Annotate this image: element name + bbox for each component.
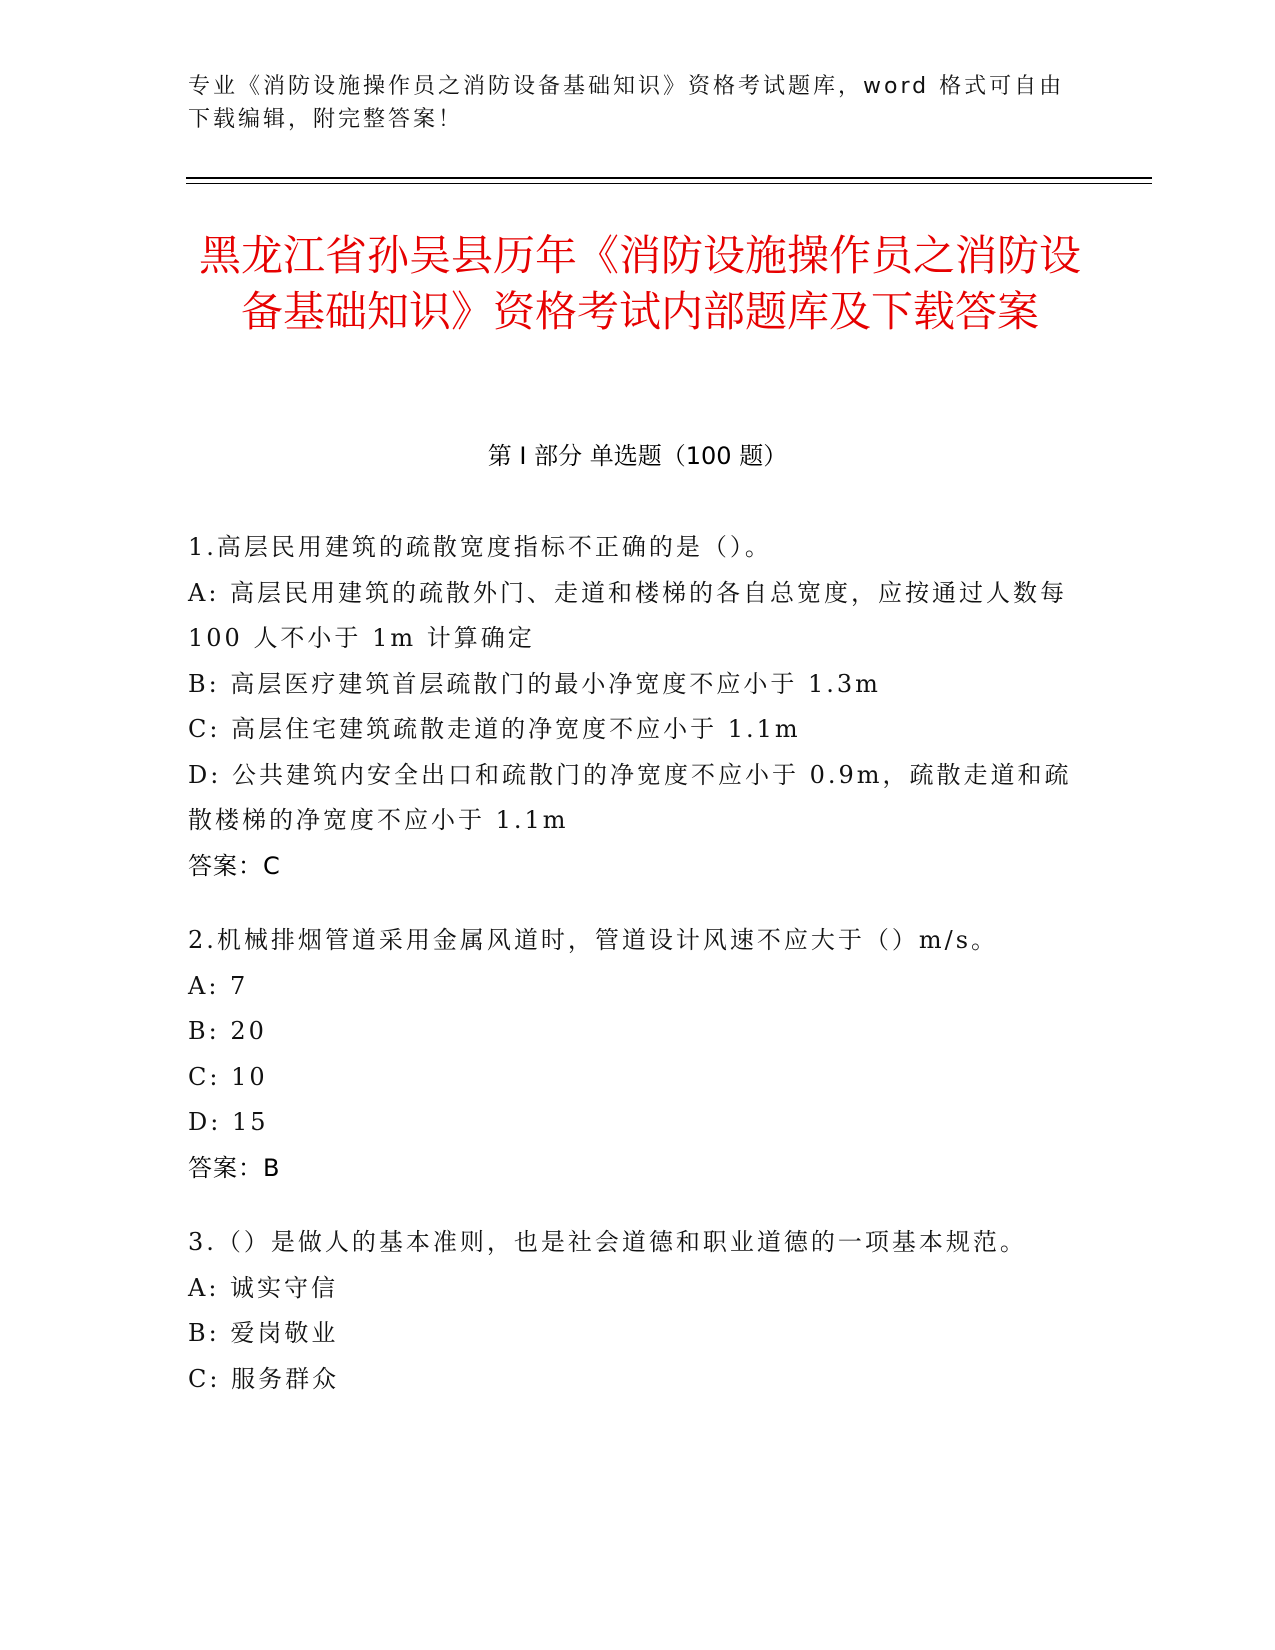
option-d: D: 15 — [188, 1108, 269, 1136]
option-c: C: 10 — [188, 1062, 268, 1091]
question-stem: 1.高层民用建筑的疏散宽度指标不正确的是（）。 — [188, 533, 772, 561]
question-list — [188, 525, 1088, 1431]
option-a: A: 高层民用建筑的疏散外门、走道和楼梯的各自总宽度，应按通过人数每 100 人不小于 1m 计算确定 — [188, 578, 1068, 652]
option-c: C: 服务群众 — [188, 1364, 340, 1393]
option-c: C: 高层住宅建筑疏散走道的净宽度不应小于 1.1m — [188, 715, 801, 743]
question-stem: 3.（）是做人的基本准则，也是社会道德和职业道德的一项基本规范。 — [188, 1228, 1027, 1256]
question-item — [188, 525, 1088, 889]
option-b: B: 高层医疗建筑首层疏散门的最小净宽度不应小于 1.3m — [188, 669, 881, 698]
question-item — [188, 1220, 1088, 1402]
header-divider — [186, 177, 1152, 179]
option-a: A: 诚实守信 — [188, 1273, 339, 1302]
question-item — [188, 918, 1088, 1191]
option-a: A: 7 — [188, 971, 249, 1000]
document-title: 黑龙江省孙吴县历年《消防设施操作员之消防设备基础知识》资格考试内部题库及下载答案 — [198, 231, 1081, 336]
option-b: B: 爱岗敬业 — [188, 1319, 339, 1347]
header-divider-thin — [186, 183, 1152, 184]
answer-line: 答案：C — [188, 851, 281, 880]
header-note: 专业《消防设施操作员之消防设备基础知识》资格考试题库，word 格式可自由下载编辑，附完整答案！ — [188, 74, 1065, 132]
option-b: B: 20 — [188, 1017, 267, 1045]
option-d: D: 公共建筑内安全出口和疏散门的净宽度不应小于 0.9m，疏散走道和疏散楼梯的净宽度不应小于 1.1m — [188, 760, 1072, 834]
question-stem: 2.机械排烟管道采用金属风道时，管道设计风速不应大于（）m/s。 — [188, 926, 999, 954]
section-heading: 第 I 部分 单选题（100 题） — [487, 442, 788, 470]
answer-line: 答案：B — [188, 1153, 281, 1182]
